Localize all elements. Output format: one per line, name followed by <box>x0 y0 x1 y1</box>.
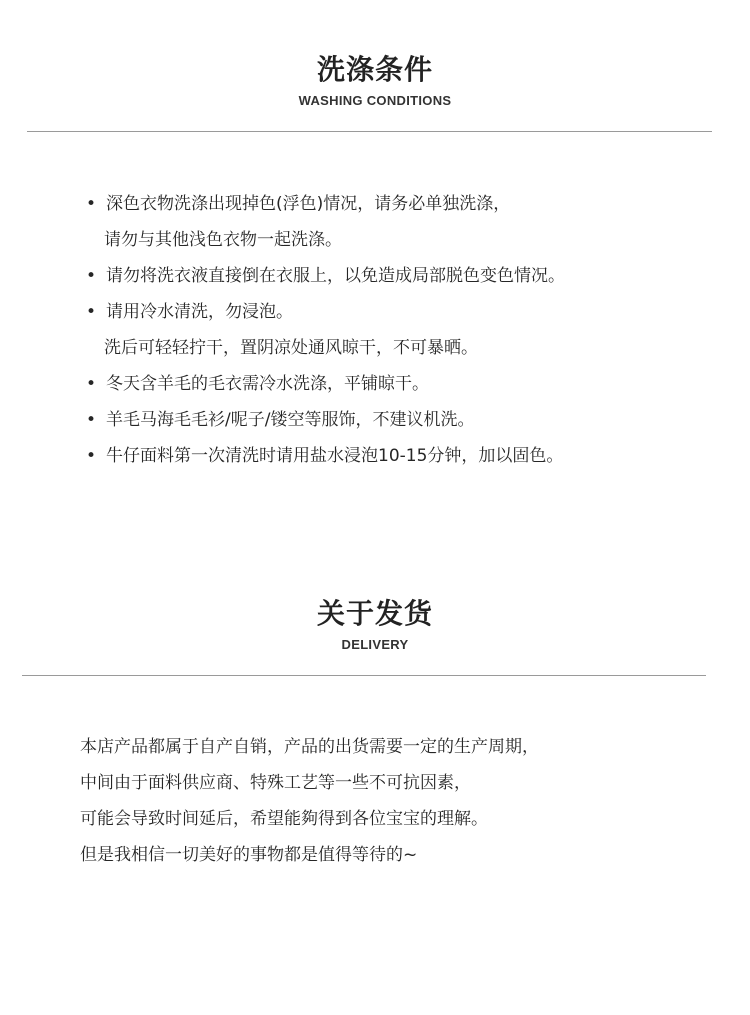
bullet-dot: • <box>85 374 97 394</box>
delivery-line: 中间由于面料供应商、特殊工艺等一些不可抗因素， <box>80 773 471 793</box>
delivery-line: 但是我相信一切美好的事物都是值得等待的~ <box>80 845 418 865</box>
delivery-line: 本店产品都属于自产自销，产品的出货需要一定的生产周期， <box>80 737 539 757</box>
washing-line <box>84 186 724 222</box>
washing-divider <box>27 131 712 132</box>
washing-subtitle: WASHING CONDITIONS <box>298 93 452 108</box>
delivery-title: 关于发货 <box>316 597 433 630</box>
washing-line-text: 洗后可轻轻拧干，置阴凉处通风晾干，不可暴晒。 <box>104 338 478 358</box>
washing-line <box>84 402 724 438</box>
bullet-dot: • <box>85 410 97 430</box>
delivery-paragraph <box>80 729 730 873</box>
bullet-dot: • <box>85 194 97 214</box>
washing-line-text: 羊毛马海毛毛衫/呢子/镂空等服饰，不建议机洗。 <box>106 410 475 430</box>
delivery-divider <box>22 675 706 676</box>
washing-list <box>84 186 724 474</box>
washing-line <box>84 366 724 402</box>
bullet-dot: • <box>85 446 97 466</box>
washing-line-text: 请勿与其他浅色衣物一起洗涤。 <box>104 230 342 250</box>
washing-line <box>84 294 724 330</box>
washing-line-text: 牛仔面料第一次清洗时请用盐水浸泡10-15分钟，加以固色。 <box>106 446 564 466</box>
delivery-subtitle: DELIVERY <box>341 637 409 652</box>
washing-line-text: 深色衣物洗涤出现掉色(浮色)情况，请务必单独洗涤， <box>106 194 511 214</box>
washing-line <box>84 438 724 474</box>
washing-line-text: 请用冷水清洗，勿浸泡。 <box>106 302 293 322</box>
washing-line-text: 请勿将洗衣液直接倒在衣服上，以免造成局部脱色变色情况。 <box>106 266 565 286</box>
washing-line <box>84 222 724 258</box>
washing-line <box>84 330 724 366</box>
washing-line <box>84 258 724 294</box>
bullet-dot: • <box>85 302 97 322</box>
washing-title: 洗涤条件 <box>316 53 433 86</box>
bullet-dot: • <box>85 266 97 286</box>
delivery-line: 可能会导致时间延后，希望能夠得到各位宝宝的理解。 <box>80 809 488 829</box>
washing-line-text: 冬天含羊毛的毛衣需冷水洗涤，平铺晾干。 <box>106 374 429 394</box>
